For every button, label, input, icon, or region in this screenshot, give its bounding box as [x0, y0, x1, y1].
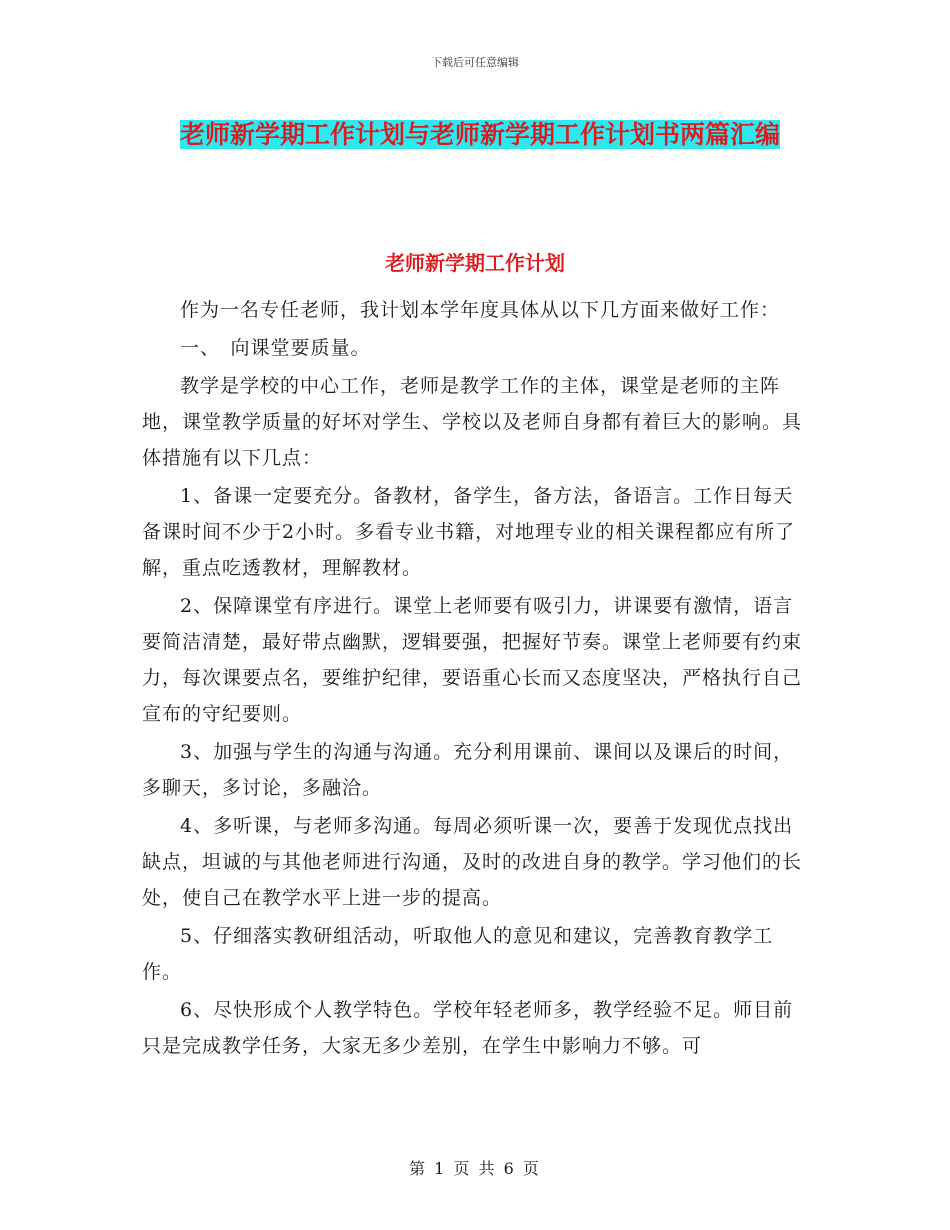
- list-item-6: 6、尽快形成个人教学特色。学校年轻老师多，教学经验不足。师目前只是完成教学任务，大家无多少差别，在学生中影响力不够。可: [142, 999, 794, 1057]
- list-item-1: 1、备课一定要充分。备教材，备学生，备方法，备语言。工作日每天备课时间不少于2小时。多看专业书籍，对地理专业的相关课程都应有所了解，重点吃透教材，理解教材。: [142, 485, 796, 579]
- document-title: [140, 112, 820, 158]
- list-item-3: 3、加强与学生的沟通与沟通。充分利用课前、课间以及课后的时间，多聊天，多讨论，多融洽。: [142, 741, 794, 799]
- list-item-2: 2、保障课堂有序进行。课堂上老师要有吸引力，讲课要有激情，语言要简洁清楚，最好带点幽默，逻辑要强，把握好节奏。课堂上老师要有约束力，每次课要点名，要维护纪律，要语重心长而又态度坚决，严格执行自己宣布的守纪要则。: [142, 595, 803, 725]
- list-item-4: 4、多听课，与老师多沟通。每周必须听课一次，要善于发现优点找出缺点，坦诚的与其他老师进行沟通，及时的改进自身的教学。学习他们的长处，使自己在教学水平上进一步的提高。: [142, 815, 803, 909]
- document-body: [142, 292, 812, 1066]
- page-number-footer: 第 1 页 共 6 页: [409, 1159, 541, 1178]
- section-title: 老师新学期工作计划: [385, 251, 565, 275]
- list-item-5: 5、仔细落实教研组活动，听取他人的意见和建议，完善教育教学工作。: [142, 925, 774, 983]
- paragraph: 教学是学校的中心工作，老师是教学工作的主体，课堂是老师的主阵地，课堂教学质量的好坏对学生、学校以及老师自身都有着巨大的影响。具体措施有以下几点：: [142, 375, 803, 469]
- document-title-text: 老师新学期工作计划与老师新学期工作计划书两篇汇编: [179, 120, 780, 149]
- paragraph-heading-1: 一、 向课堂要质量。: [180, 337, 371, 359]
- header-note: 下载后可任意编辑: [431, 56, 519, 69]
- paragraph-intro: 作为一名专任老师，我计划本学年度具体从以下几方面来做好工作：: [180, 299, 781, 321]
